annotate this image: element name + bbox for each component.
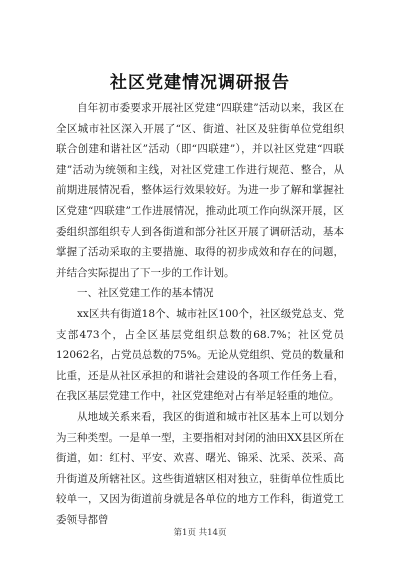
document-title: 社区党建情况调研报告 [110,73,290,93]
page-number-footer: 第1页 共14页 [173,528,227,538]
document-body [56,98,344,530]
intro-paragraph: 自年初市委要求开展社区党建“四联建”活动以来，我区在全区城市社区深入开展了“区、街道、社区及驻街单位党组织联合创建和谐社区”活动（即“四联建”），并以社区党建“四联建”活动为统领和主线，对社区党建工作进行规范、整合，从前期进展情况看，整体运行效果较好。为进一步了解和掌握社区党建“四联建”工作进展情况，推动此项工作向纵深开展，区委组织部组织专人到各街道和部分社区开展了调研活动，基本掌握了活动采取的主要措施、取得的初步成效和存在的问题，并结合实际提出了下一步的工作计划。 [56,102,344,279]
statistics-paragraph: xx区共有街道18个、城市社区100个，社区级党总支、党支部473个，占全区基层党组织总数的68.7%；社区党员12062名，占党员总数的75%。无论从党组织、党员的数量和比重，还是从社区承担的和谐社会建设的各项工作任务上看，在我区基层党建工作中，社区党建绝对占有举足轻重的地位。 [56,307,344,403]
section-heading: 一、社区党建工作的基本情况 [77,287,214,300]
regional-types-paragraph: 从地域关系来看，我区的街道和城市社区基本上可以划分为三种类型。一是单一型，主要指相对封闭的油田XX县区所在街道，如：红村、平安、欢喜、曙光、锦采、沈采、茨采、高升街道及所辖社区。这些街道辖区相对独立，驻街单位性质比较单一，又因为街道前身就是各单位的地方工作科，街道党工委领导都曾 [56,410,344,526]
